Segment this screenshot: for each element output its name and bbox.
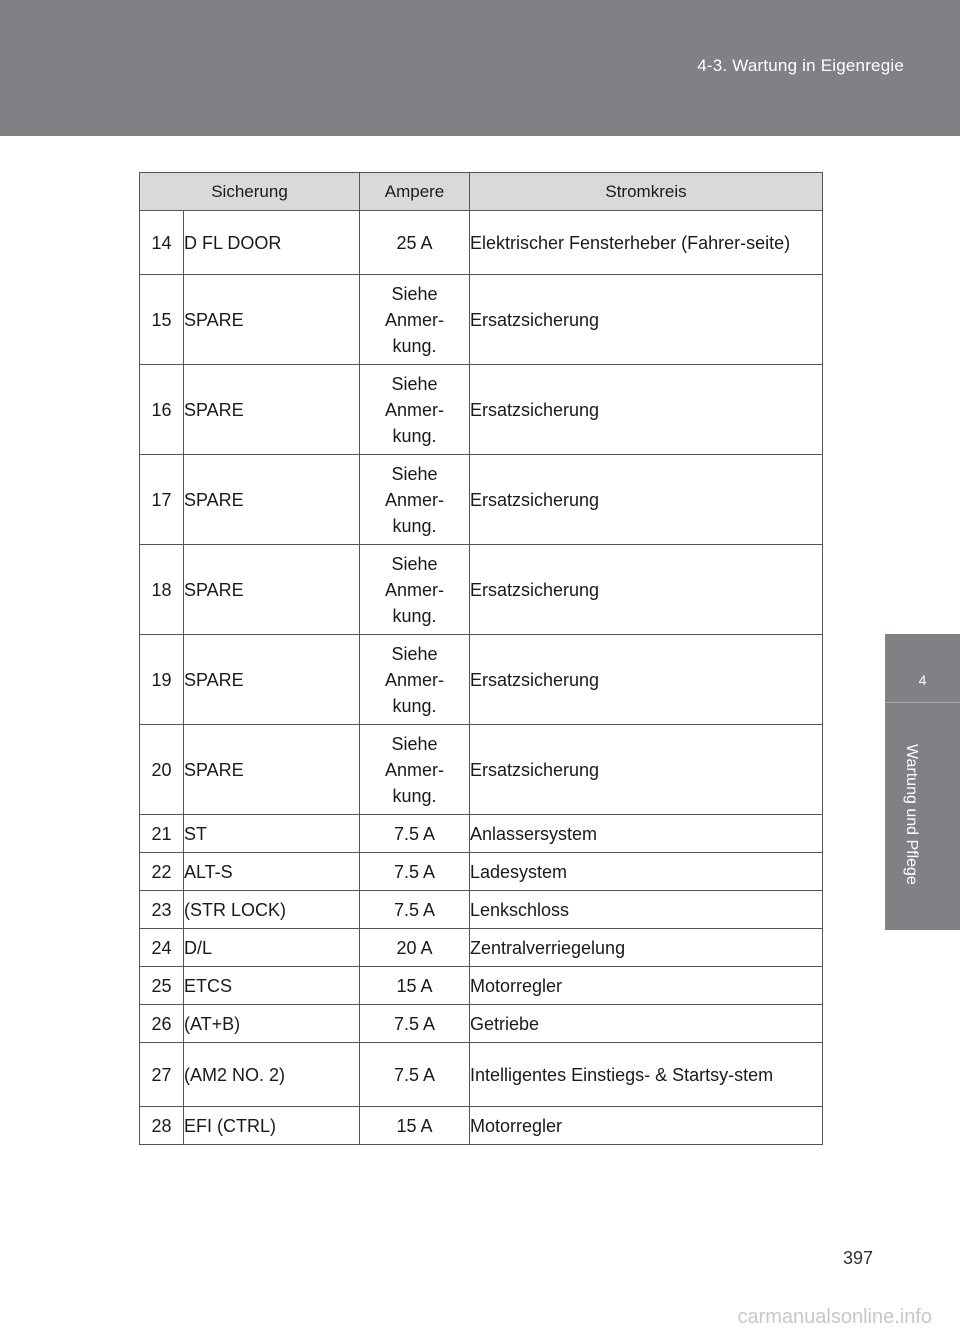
fuse-ampere: 7.5 A	[360, 815, 470, 853]
fuse-number: 18	[140, 545, 184, 635]
fuse-name: SPARE	[184, 455, 360, 545]
fuse-number: 19	[140, 635, 184, 725]
fuse-ampere: 7.5 A	[360, 853, 470, 891]
table-row	[140, 545, 823, 635]
fuse-ampere: 25 A	[360, 211, 470, 275]
fuse-name: D/L	[184, 929, 360, 967]
ampere-note-line: kung.	[392, 695, 437, 716]
fuse-name: SPARE	[184, 545, 360, 635]
table-row	[140, 455, 823, 545]
ampere-note-line: kung.	[392, 515, 437, 536]
fuse-circuit: Zentralverriegelung	[470, 929, 823, 967]
fuse-table	[139, 172, 823, 1145]
table-row	[140, 815, 823, 853]
fuse-name: (AT+B)	[184, 1005, 360, 1043]
table-row	[140, 929, 823, 967]
fuse-number: 28	[140, 1107, 184, 1145]
fuse-name: SPARE	[184, 365, 360, 455]
fuse-ampere	[360, 365, 470, 455]
fuse-number: 24	[140, 929, 184, 967]
ampere-note-line: Anmer-	[384, 759, 444, 780]
header-ampere: Ampere	[360, 173, 470, 211]
ampere-note-line: Siehe	[391, 553, 438, 574]
fuse-circuit: Motorregler	[470, 1107, 823, 1145]
fuse-number: 27	[140, 1043, 184, 1107]
table-row	[140, 275, 823, 365]
fuse-number: 21	[140, 815, 184, 853]
fuse-name: (AM2 NO. 2)	[184, 1043, 360, 1107]
ampere-note-line: Siehe	[391, 643, 438, 664]
fuse-ampere: 7.5 A	[360, 891, 470, 929]
ampere-note-line: Anmer-	[384, 399, 444, 420]
header-sicherung: Sicherung	[140, 173, 360, 211]
ampere-note-line: kung.	[392, 425, 437, 446]
ampere-note-line: kung.	[392, 785, 437, 806]
fuse-circuit: Intelligentes Einstiegs- & Startsy-stem	[470, 1043, 823, 1107]
fuse-circuit: Ladesystem	[470, 853, 823, 891]
fuse-name: D FL DOOR	[184, 211, 360, 275]
table-row	[140, 211, 823, 275]
ampere-note-line: kung.	[392, 335, 437, 356]
fuse-ampere: 7.5 A	[360, 1005, 470, 1043]
ampere-note-line: Siehe	[391, 463, 438, 484]
fuse-name: ALT-S	[184, 853, 360, 891]
fuse-name: ETCS	[184, 967, 360, 1005]
fuse-number: 23	[140, 891, 184, 929]
fuse-number: 17	[140, 455, 184, 545]
fuse-ampere	[360, 455, 470, 545]
fuse-ampere: 15 A	[360, 967, 470, 1005]
fuse-circuit: Anlassersystem	[470, 815, 823, 853]
fuse-name: ST	[184, 815, 360, 853]
watermark: carmanualsonline.info	[737, 1306, 932, 1328]
fuse-ampere	[360, 545, 470, 635]
header-band	[0, 0, 960, 136]
fuse-name: EFI (CTRL)	[184, 1107, 360, 1145]
fuse-circuit: Lenkschloss	[470, 891, 823, 929]
fuse-ampere: 20 A	[360, 929, 470, 967]
page-number: 397	[842, 1248, 873, 1268]
fuse-number: 22	[140, 853, 184, 891]
fuse-ampere	[360, 725, 470, 815]
fuse-circuit: Ersatzsicherung	[470, 635, 823, 725]
table-row	[140, 967, 823, 1005]
fuse-circuit: Ersatzsicherung	[470, 725, 823, 815]
ampere-note-line: Anmer-	[384, 669, 444, 690]
fuse-name: (STR LOCK)	[184, 891, 360, 929]
fuse-number: 25	[140, 967, 184, 1005]
header-stromkreis: Stromkreis	[470, 173, 823, 211]
fuse-ampere: 15 A	[360, 1107, 470, 1145]
ampere-note-line: kung.	[392, 605, 437, 626]
fuse-number: 20	[140, 725, 184, 815]
fuse-name: SPARE	[184, 725, 360, 815]
section-title: 4-3. Wartung in Eigenregie	[697, 56, 904, 75]
ampere-note-line: Anmer-	[384, 489, 444, 510]
fuse-ampere	[360, 635, 470, 725]
fuse-number: 14	[140, 211, 184, 275]
fuse-number: 15	[140, 275, 184, 365]
ampere-note-line: Anmer-	[384, 309, 444, 330]
fuse-name: SPARE	[184, 275, 360, 365]
chapter-number: 4	[918, 672, 927, 688]
side-tab-divider	[885, 702, 960, 703]
table-row	[140, 1005, 823, 1043]
fuse-circuit: Ersatzsicherung	[470, 275, 823, 365]
chapter-label: Wartung und Pflege	[903, 744, 920, 885]
fuse-ampere	[360, 275, 470, 365]
fuse-ampere: 7.5 A	[360, 1043, 470, 1107]
fuse-circuit: Motorregler	[470, 967, 823, 1005]
fuse-circuit: Ersatzsicherung	[470, 365, 823, 455]
ampere-note-line: Siehe	[391, 733, 438, 754]
fuse-circuit: Getriebe	[470, 1005, 823, 1043]
fuse-name: SPARE	[184, 635, 360, 725]
table-row	[140, 365, 823, 455]
fuse-number: 26	[140, 1005, 184, 1043]
ampere-note-line: Siehe	[391, 373, 438, 394]
table-row	[140, 891, 823, 929]
table-row	[140, 1043, 823, 1107]
fuse-circuit: Elektrischer Fensterheber (Fahrer-seite)	[470, 211, 823, 275]
fuse-number: 16	[140, 365, 184, 455]
ampere-note-line: Siehe	[391, 283, 438, 304]
ampere-note-line: Anmer-	[384, 579, 444, 600]
table-row	[140, 725, 823, 815]
table-row	[140, 1107, 823, 1145]
table-row	[140, 635, 823, 725]
fuse-circuit: Ersatzsicherung	[470, 545, 823, 635]
table-header-row	[140, 173, 823, 211]
fuse-circuit: Ersatzsicherung	[470, 455, 823, 545]
table-row	[140, 853, 823, 891]
